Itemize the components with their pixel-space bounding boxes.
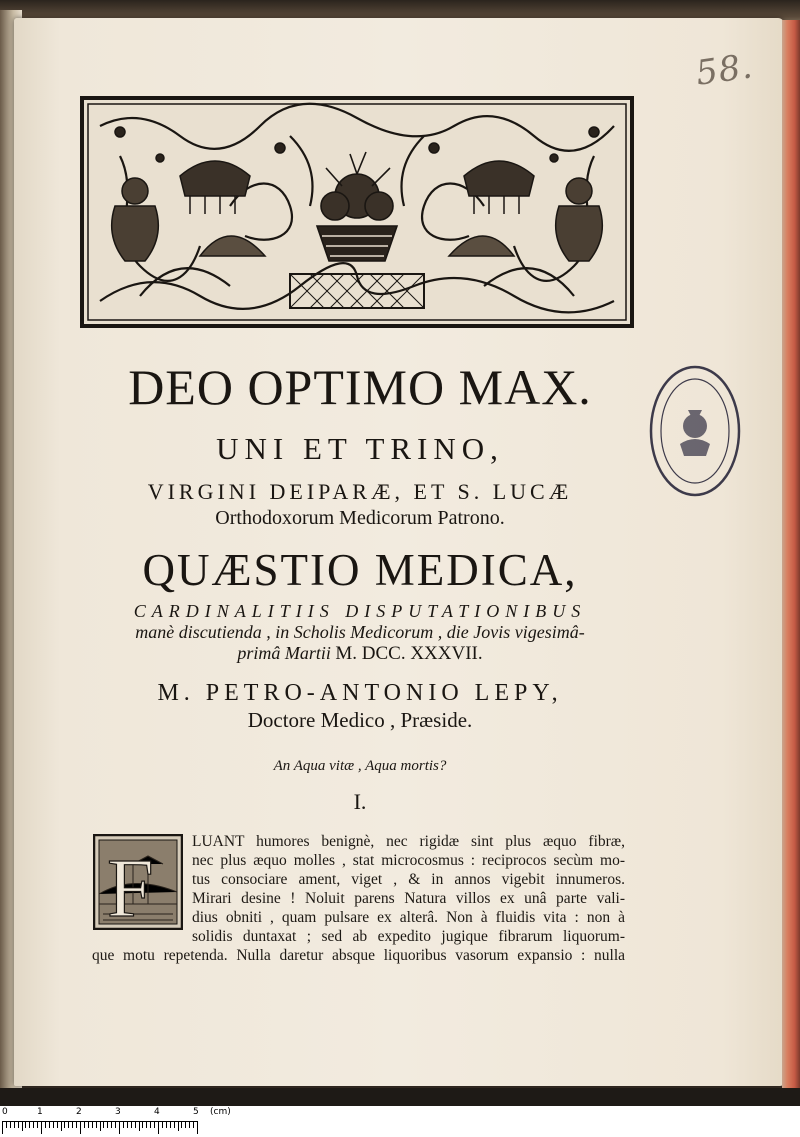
ruler-unit: (cm) (210, 1107, 231, 1117)
body-line-5: dius obniti , quam pulsare ex alterâ. Non à fluidis vita : non à (192, 909, 625, 926)
ruler-tick (127, 1122, 128, 1128)
ruler-tick (181, 1122, 182, 1128)
ruler-label-4: 4 (154, 1107, 160, 1117)
ruler-tick (174, 1122, 175, 1128)
ruler-tick (88, 1122, 89, 1128)
ruler-tick (22, 1122, 23, 1131)
ruler-tick (100, 1122, 101, 1131)
title-virgin-luke: VIRGINI DEIPARÆ, ET S. LUCÆ (147, 479, 573, 504)
drop-cap-initial-icon (93, 834, 183, 930)
ruler-tick (25, 1122, 26, 1128)
ruler-tick (131, 1122, 132, 1128)
date-year: M. DCC. XXXVII. (335, 643, 483, 664)
ruler-tick (84, 1122, 85, 1128)
body-line-6: solidis duntaxat ; sed ab expedito jugique fibrarum liquorum- (192, 928, 625, 945)
title-trinity: UNI ET TRINO, (216, 431, 504, 466)
ruler-tick (139, 1122, 140, 1131)
schedule-line: manè discutienda , in Scholis Medicorum , die Jovis vigesimâ- (135, 622, 585, 642)
section-number: I. (353, 789, 367, 814)
ruler-tick (142, 1122, 143, 1128)
ruler-tick (10, 1122, 11, 1128)
ruler-tick (18, 1122, 19, 1128)
ruler-tick (53, 1122, 54, 1128)
book-edge-right (782, 20, 800, 1090)
ruler-tick (162, 1122, 163, 1128)
ruler-tick (14, 1122, 15, 1128)
praeses-name: M. PETRO-ANTONIO LEPY, (157, 680, 563, 706)
ruler-label-2: 2 (76, 1107, 82, 1117)
ruler-tick (33, 1122, 34, 1128)
ruler-tick (154, 1122, 155, 1128)
ruler-label-5: 5 (193, 1107, 199, 1117)
ruler-tick (193, 1122, 194, 1128)
body-line-1: LUANT humores benignè, nec rigidæ sint plus æquo fibræ, (192, 833, 625, 850)
ruler-tick (107, 1122, 108, 1128)
ruler-tick (170, 1122, 171, 1128)
ruler-tick (146, 1122, 147, 1128)
question-line: An Aqua vitæ , Aqua mortis? (273, 758, 447, 774)
disputation-line: CARDINALITIIS DISPUTATIONIBUS (133, 601, 587, 621)
ruler-tick (41, 1122, 42, 1134)
drop-cap-letter: F (107, 842, 154, 930)
ruler-tick (96, 1122, 97, 1128)
ruler-tick (135, 1122, 136, 1128)
ruler-tick (123, 1122, 124, 1128)
title-patron: Orthodoxorum Medicorum Patrono. (215, 507, 505, 529)
ruler-tick (189, 1122, 190, 1128)
ruler-label-3: 3 (115, 1107, 121, 1117)
ruler-tick (76, 1122, 77, 1128)
ruler-tick (119, 1122, 120, 1134)
folio-number: 58. (693, 46, 756, 94)
ruler-tick (68, 1122, 69, 1128)
quaestio-heading: QUÆSTIO MEDICA, (142, 545, 578, 595)
ruler-tick (115, 1122, 116, 1128)
ruler-tick (111, 1122, 112, 1128)
book-bottom-shadow (0, 1088, 800, 1106)
ruler-tick (197, 1122, 198, 1134)
ruler-label-1: 1 (37, 1107, 43, 1117)
ruler-tick (178, 1122, 179, 1131)
ruler-tick (2, 1122, 3, 1134)
ruler-tick (150, 1122, 151, 1128)
ruler-tick (37, 1122, 38, 1128)
praeses-role: Doctore Medico , Præside. (247, 708, 473, 732)
scale-ruler (0, 1106, 800, 1137)
ruler-tick (45, 1122, 46, 1128)
ruler-tick (64, 1122, 65, 1128)
body-line-7: que motu repetenda. Nulla daretur absque liquoribus vasorum expansio : nulla (92, 947, 625, 964)
ruler-tick (80, 1122, 81, 1134)
ornamental-headpiece-icon (80, 96, 634, 328)
date-italic: primâ Martii (237, 643, 336, 663)
ruler-tick (29, 1122, 30, 1128)
ruler-tick (92, 1122, 93, 1128)
ruler-label-0: 0 (2, 1107, 8, 1117)
ruler-tick (185, 1122, 186, 1128)
ruler-tick (57, 1122, 58, 1128)
ruler-tick (158, 1122, 159, 1134)
body-line-2: nec plus æquo molles , stat microcosmus : reciprocos secùm mo- (192, 852, 625, 869)
ruler-tick (61, 1122, 62, 1131)
library-stamp-icon (648, 364, 742, 498)
ruler-tick (103, 1122, 104, 1128)
ruler-tick (166, 1122, 167, 1128)
title-dedication: DEO OPTIMO MAX. (128, 359, 592, 415)
body-line-4: Mirari desine ! Noluit parens Natura villos ex unâ parte vali- (192, 890, 625, 907)
body-line-3: tus consociare ament, viget , & in annos vigebit innumeros. (192, 871, 625, 888)
date-line (80, 643, 640, 665)
ruler-tick (49, 1122, 50, 1128)
ruler-tick (6, 1122, 7, 1128)
ruler-tick (72, 1122, 73, 1128)
